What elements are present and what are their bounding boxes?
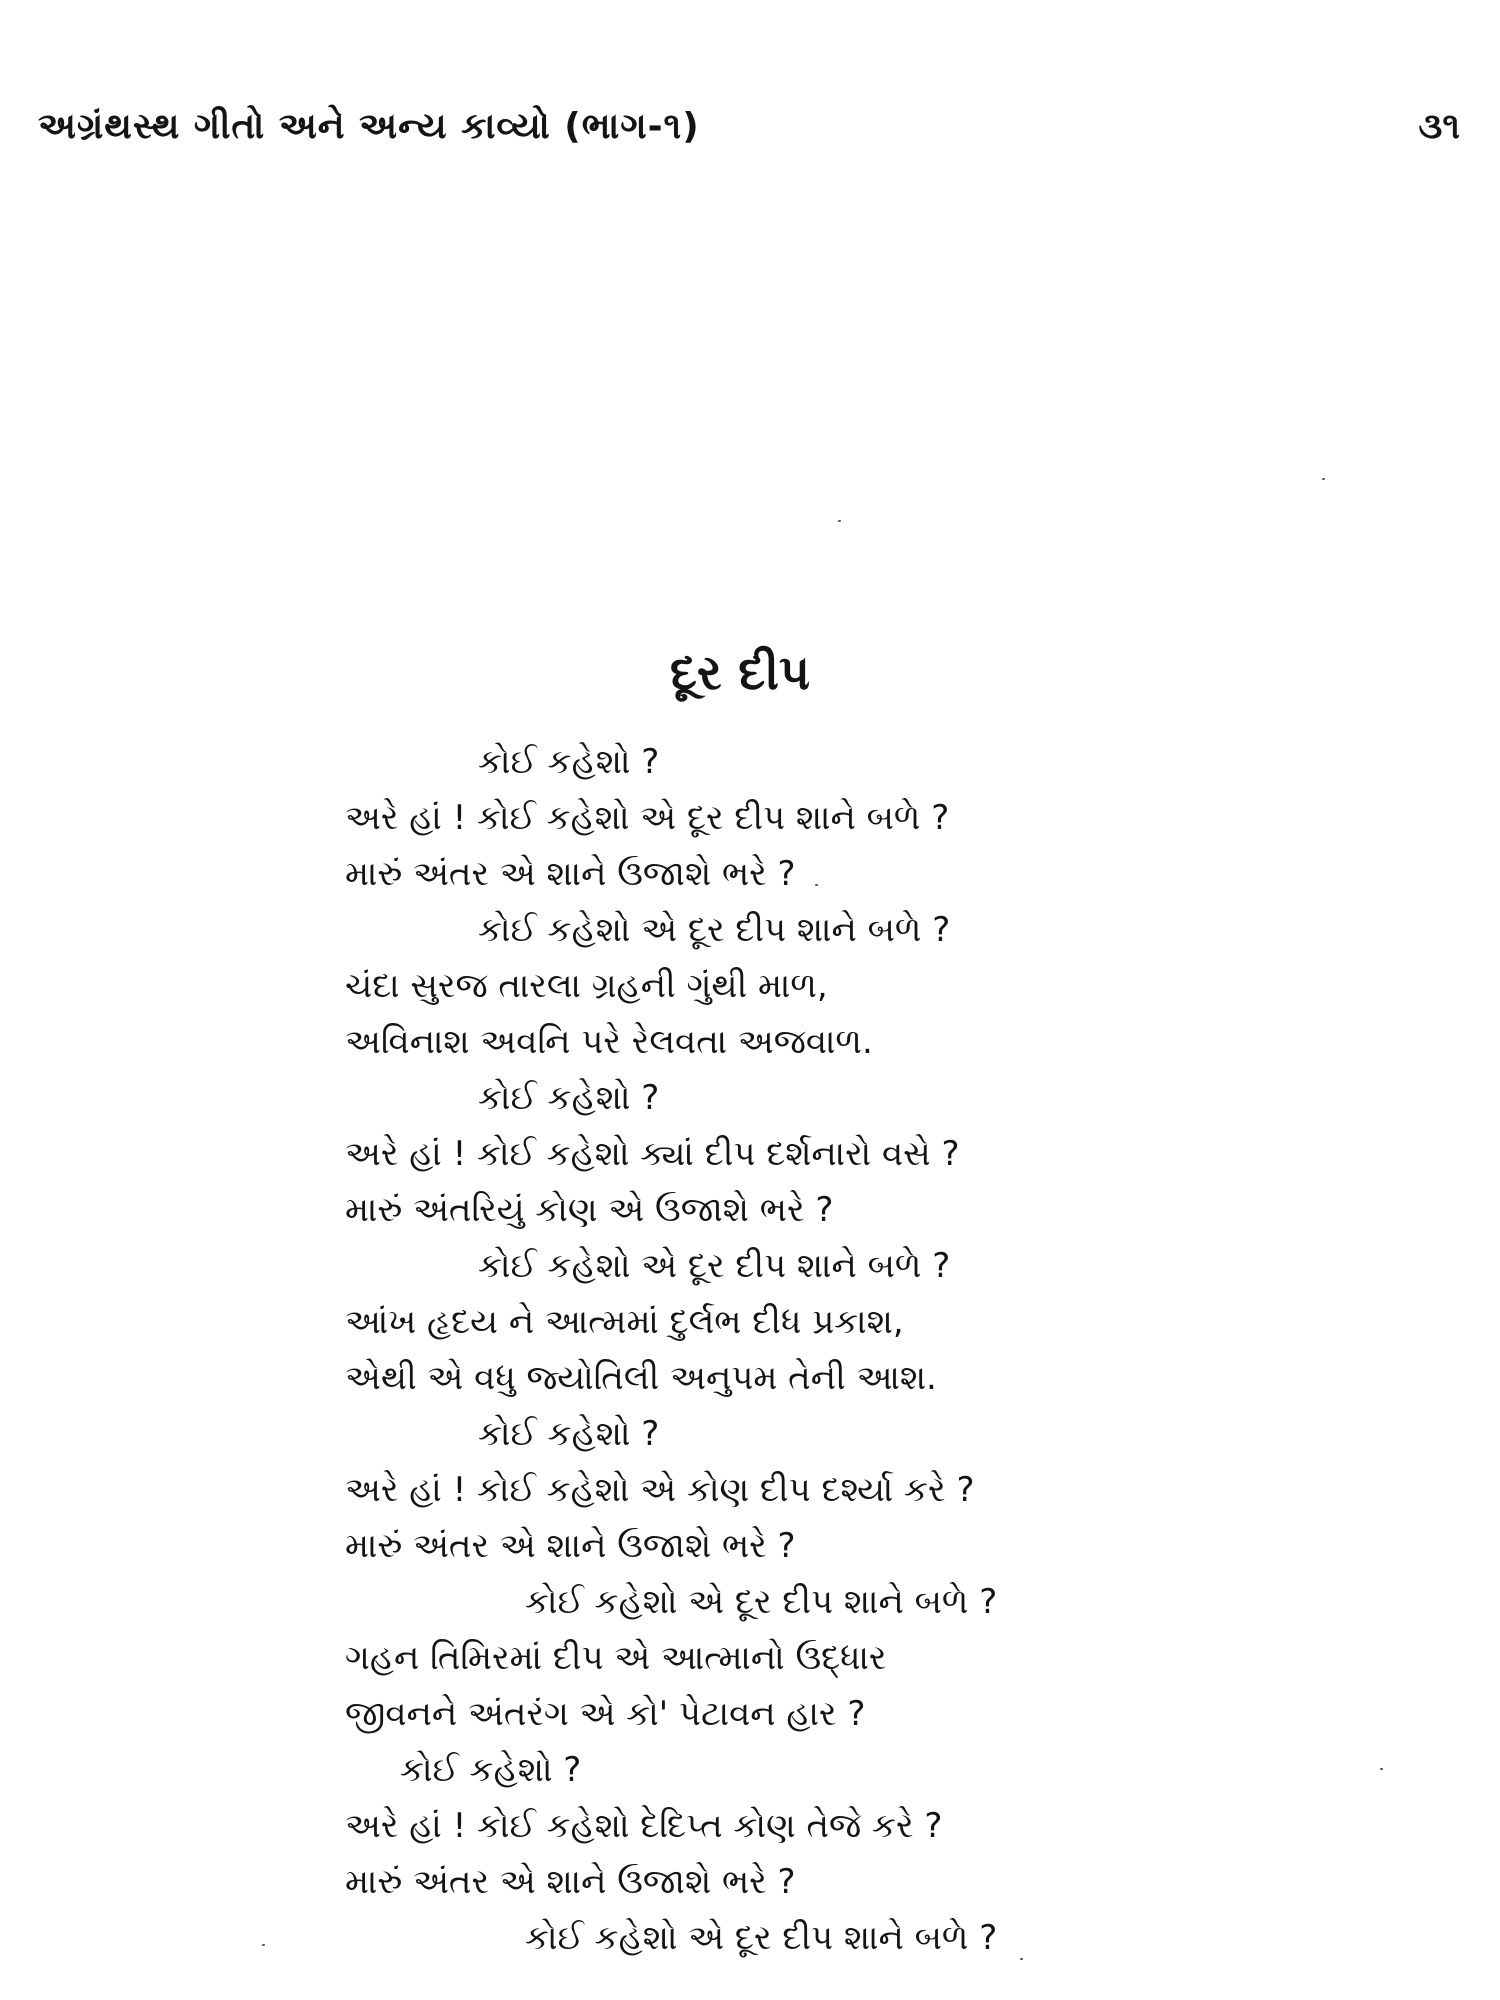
poem-line: જીવનને અંતરંગ એ કો' પેટાવન હાર ? bbox=[345, 1694, 866, 1734]
scan-speck bbox=[1322, 478, 1325, 480]
poem-line: અરે હાં ! કોઈ કહેશો ક્યાં દીપ દર્શનારો વસે ? bbox=[345, 1134, 960, 1174]
poem-line: કોઈ કહેશો એ દૂર દીપ શાને બળે ? bbox=[478, 1246, 951, 1286]
page-number: ૩૧ bbox=[1418, 106, 1460, 147]
scan-speck bbox=[838, 520, 841, 522]
scan-speck bbox=[262, 1944, 265, 1946]
poem-line: ચંદા સુરજ તારલા ગ્રહની ગુંથી માળ, bbox=[345, 966, 828, 1006]
poem-line: મારું અંતર એ શાને ઉજાશે ભરે ? bbox=[345, 1526, 796, 1566]
running-header-title: અગ્રંથસ્થ ગીતો અને અન્ય કાવ્યો (ભાગ-૧) bbox=[38, 106, 700, 147]
poem-line: મારું અંતર એ શાને ઉજાશે ભરે ? bbox=[345, 1862, 796, 1902]
poem-line: મારું અંતરિયું કોણ એ ઉજાશે ભરે ? bbox=[345, 1190, 834, 1230]
poem-line: અવિનાશ અવનિ પરે રેલવતા અજવાળ. bbox=[345, 1022, 873, 1062]
scan-speck bbox=[1020, 1958, 1023, 1960]
poem-line: આંખ હૃદય ને આત્મમાં દુર્લભ દીધ પ્રકાશ, bbox=[345, 1302, 904, 1342]
scan-speck bbox=[815, 884, 818, 886]
poem-line: કોઈ કહેશો ? bbox=[478, 1414, 660, 1454]
poem-line: કોઈ કહેશો ? bbox=[478, 1078, 660, 1118]
poem-line: કોઈ કહેશો ? bbox=[400, 1750, 582, 1790]
scan-speck bbox=[1380, 1768, 1383, 1770]
poem-line: કોઈ કહેશો એ દૂર દીપ શાને બળે ? bbox=[525, 1918, 998, 1958]
poem-line: ગહન તિમિરમાં દીપ એ આત્માનો ઉદ્ધાર bbox=[345, 1638, 887, 1678]
poem-line: અરે હાં ! કોઈ કહેશો દેદિપ્ત કોણ તેજે કરે ? bbox=[345, 1806, 943, 1846]
poem-line: એથી એ વધુ જ્યોતિલી અનુપમ તેની આશ. bbox=[345, 1358, 937, 1398]
poem-line: કોઈ કહેશો ? bbox=[478, 742, 660, 782]
poem-line: કોઈ કહેશો એ દૂર દીપ શાને બળે ? bbox=[525, 1582, 998, 1622]
poem-line: અરે હાં ! કોઈ કહેશો એ દૂર દીપ શાને બળે ? bbox=[345, 798, 950, 838]
poem-line: કોઈ કહેશો એ દૂર દીપ શાને બળે ? bbox=[478, 910, 951, 950]
poem-line: અરે હાં ! કોઈ કહેશો એ કોણ દીપ દર્શ્યા કરે ? bbox=[345, 1470, 975, 1510]
poem-line: મારું અંતર એ શાને ઉજાશે ભરે ? bbox=[345, 854, 796, 894]
poem-title: દૂર દીપ bbox=[670, 645, 811, 701]
